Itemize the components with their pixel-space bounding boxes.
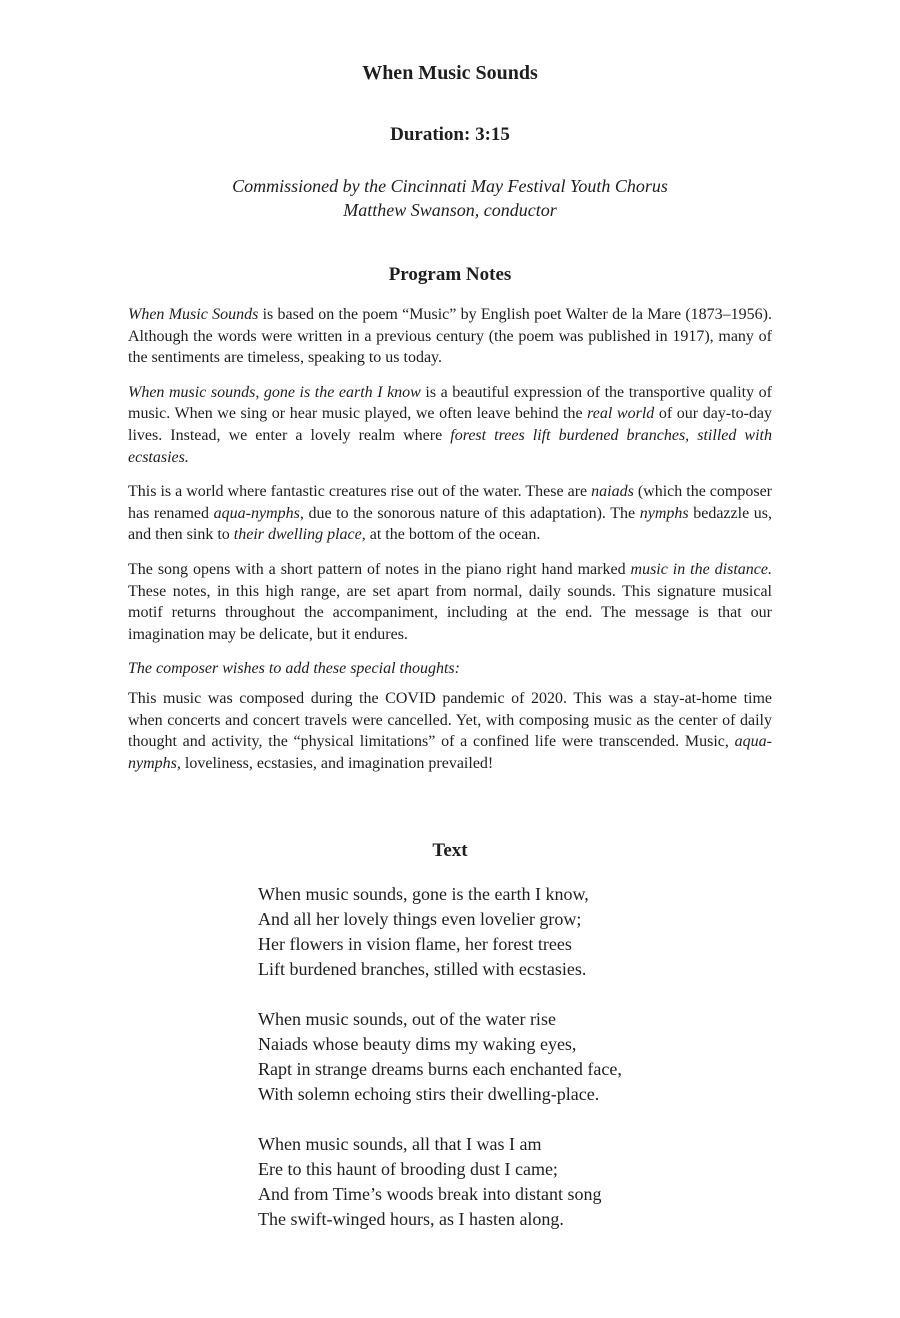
- poem-line: The swift-winged hours, as I hasten along.: [258, 1209, 564, 1229]
- notes-text: of our day-to-day lives. Instead, we enter a lovely realm where: [128, 405, 772, 444]
- poem-stanza: [258, 1132, 818, 1232]
- poem-line: Ere to this haunt of brooding dust I came;: [258, 1159, 558, 1179]
- program-notes-body: [128, 304, 772, 774]
- emphasis: music in the distance.: [630, 560, 772, 578]
- notes-text: These notes, in this high range, are set apart from normal, daily sounds. This signature musical motif returns throughout the accompaniment, including at the end. The message is that our imagination may be delicate, but it endures.: [128, 582, 772, 643]
- poem-text: [258, 882, 818, 1257]
- notes-text: is a beautiful expression of the transportive quality of music. When we sing or hear music played, we often leave behind the: [128, 383, 772, 423]
- notes-text: loveliness, ecstasies, and imagination prevailed!: [180, 754, 494, 772]
- poem-line: When music sounds, all that I was I am: [258, 1134, 542, 1154]
- notes-text: This is a world where fantastic creatures rise out of the water. These are: [128, 483, 592, 501]
- emphasis: their dwelling place,: [233, 526, 366, 544]
- notes-text: is based on the poem “Music” by English poet Walter de la Mare (1873–1956). Although the words were written in a previous century (the poem was published in 1917), many of the sentiments are timeless, speaking to us today.: [128, 306, 772, 367]
- poem-line: When music sounds, gone is the earth I know,: [258, 884, 589, 904]
- poem-stanza: [258, 882, 818, 982]
- commission-credit: [0, 174, 900, 222]
- notes-text: This music was composed during the COVID pandemic of 2020. This was a stay-at-home time when concerts and concert travels were cancelled. Yet, with composing music as the center of daily thought and activity, the “physical limitations” of a confined life were transcended. Music,: [128, 689, 772, 751]
- poem-line: Rapt in strange dreams burns each enchanted face,: [258, 1059, 622, 1079]
- notes-paragraph: [128, 304, 772, 369]
- work-title-ref: When Music Sounds: [128, 306, 259, 323]
- notes-paragraph: [128, 481, 772, 546]
- notes-text: due to the sonorous nature of this adaptation). The: [303, 504, 640, 522]
- emphasis: forest trees lift burdened branches, stilled with ecstasies.: [128, 426, 772, 466]
- poem-line: Her flowers in vision flame, her forest trees: [258, 934, 572, 954]
- notes-paragraph: [128, 688, 772, 774]
- composer-thoughts-heading: The composer wishes to add these special thoughts:: [128, 660, 460, 678]
- text-heading: Text: [432, 840, 468, 861]
- notes-paragraph: [128, 382, 772, 468]
- poem-line: Lift burdened branches, stilled with ecstasies.: [258, 959, 587, 979]
- poem-quote: When music sounds, gone is the earth I know: [128, 383, 421, 401]
- notes-text: (which the composer has renamed: [128, 483, 773, 522]
- poem-line: And from Time’s woods break into distant song: [258, 1184, 602, 1204]
- conductor-line: Matthew Swanson, conductor: [343, 200, 557, 220]
- commission-line: Commissioned by the Cincinnati May Festival Youth Chorus: [232, 176, 668, 196]
- duration: Duration: 3:15: [390, 124, 510, 145]
- emphasis: nymphs: [639, 504, 689, 522]
- emphasis: aqua-nymphs,: [128, 733, 772, 772]
- emphasis: naiads: [591, 483, 634, 501]
- poem-line: And all her lovely things even lovelier grow;: [258, 909, 582, 929]
- work-title: When Music Sounds: [362, 62, 538, 84]
- poem-line: When music sounds, out of the water rise: [258, 1009, 556, 1029]
- emphasis: aqua-nymphs,: [213, 504, 304, 522]
- notes-paragraph: [128, 559, 772, 645]
- emphasis: real world: [587, 405, 655, 423]
- notes-text: bedazzle us, and then sink to: [128, 504, 773, 544]
- poem-stanza: [258, 1007, 818, 1107]
- poem-line: Naiads whose beauty dims my waking eyes,: [258, 1034, 577, 1054]
- notes-text: at the bottom of the ocean.: [365, 526, 541, 544]
- poem-line: With solemn echoing stirs their dwelling-place.: [258, 1084, 600, 1104]
- notes-text: The song opens with a short pattern of notes in the piano right hand marked: [128, 560, 631, 578]
- program-notes-heading: Program Notes: [388, 264, 512, 285]
